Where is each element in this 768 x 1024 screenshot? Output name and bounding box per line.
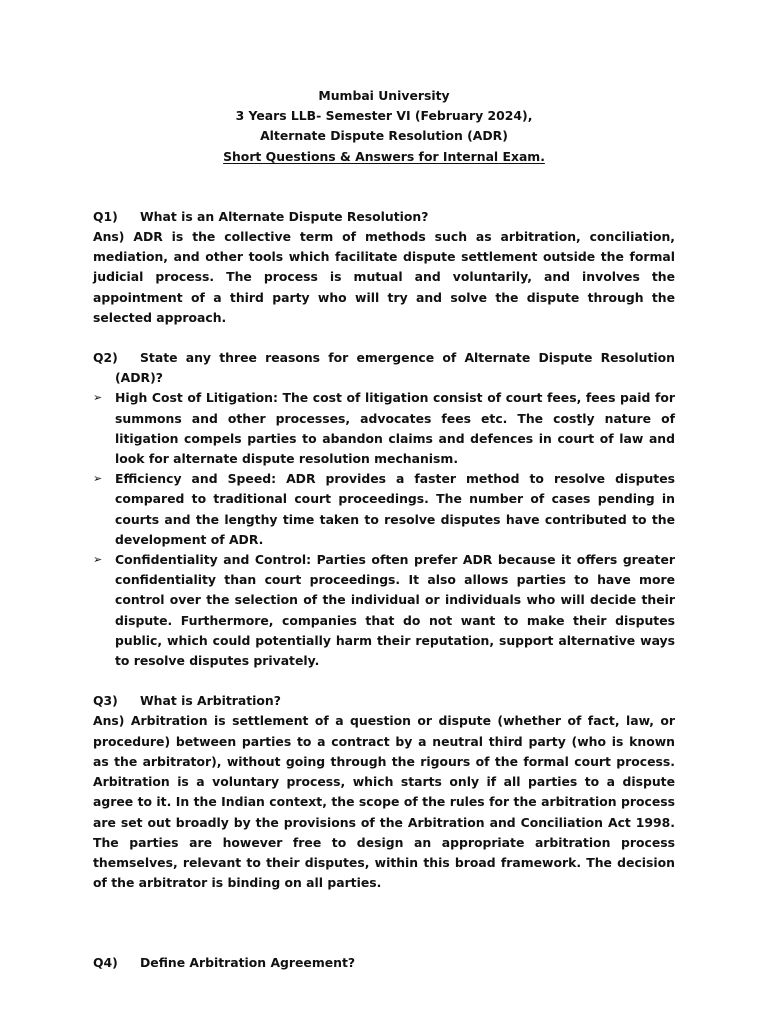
list-item-text: Confidentiality and Control: Parties often prefer ADR because it offers greater confidentiality than court proceedings. It also allows parties to have more control over the selection of the individual or individuals who will decide their dispute. Furthermore, companies that do not want to make their disputes public, which could potentially harm their reputation, support alternative ways to resolve disputes privately. xyxy=(115,552,675,669)
list-item xyxy=(93,550,675,671)
document-subtitle: Short Questions & Answers for Internal Exam. xyxy=(223,148,545,164)
list-item-text: Efficiency and Speed: ADR provides a faster method to resolve disputes compared to traditional court proceedings. The number of cases pending in courts and the lengthy time taken to resolve disputes have contributed to the development of ADR. xyxy=(115,471,675,547)
course-title: 3 Years LLB- Semester VI (February 2024), xyxy=(235,108,533,124)
list-item-text: High Cost of Litigation: The cost of litigation consist of court fees, fees paid for summons and other processes, advocates fees etc. The costly nature of litigation compels parties to abandon claims and defences in court of law and look for alternate dispute resolution mechanism. xyxy=(115,390,675,467)
question-3-number: Q3) xyxy=(93,693,118,709)
arrow-bullet-icon: ➢ xyxy=(93,391,103,405)
question-1 xyxy=(93,207,675,227)
question-2-number: Q2) xyxy=(93,350,118,366)
list-item xyxy=(93,388,675,469)
arrow-bullet-icon: ➢ xyxy=(93,553,103,567)
question-2-text: State any three reasons for emergence of Alternate Dispute Resolution (ADR)? xyxy=(115,350,675,386)
question-3 xyxy=(93,691,675,711)
subject-title: Alternate Dispute Resolution (ADR) xyxy=(260,128,508,144)
document-page xyxy=(93,86,675,974)
question-3-text: What is Arbitration? xyxy=(140,693,281,709)
university-title: Mumbai University xyxy=(318,88,450,103)
document-header xyxy=(93,86,675,167)
list-item xyxy=(93,469,675,550)
question-4 xyxy=(93,953,675,973)
reasons-list xyxy=(93,388,675,671)
answer-3: Ans) Arbitration is settlement of a question or dispute (whether of fact, law, or procedure) between parties to a contract by a neutral third party (who is known as the arbitrator), without going through the rigours of the formal court process. Arbitration is a voluntary process, which starts only if all parties to a dispute agree to it. In the Indian context, the scope of the rules for the arbitration process are set out broadly by the provisions of the Arbitration and Conciliation Act 1998. The parties are however free to design an appropriate arbitration process themselves, relevant to their disputes, within this broad framework. The decision of the arbitrator is binding on all parties. xyxy=(93,713,675,891)
question-1-text: What is an Alternate Dispute Resolution? xyxy=(140,208,429,224)
arrow-bullet-icon: ➢ xyxy=(93,472,103,486)
question-1-number: Q1) xyxy=(93,208,118,224)
question-4-number: Q4) xyxy=(93,955,118,971)
question-2 xyxy=(93,348,675,388)
question-4-text: Define Arbitration Agreement? xyxy=(140,955,356,971)
answer-1: Ans) ADR is the collective term of methods such as arbitration, conciliation, mediation, and other tools which facilitate dispute settlement outside the formal judicial process. The process is mutual and voluntarily, and involves the appointment of a third party who will try and solve the dispute through the selected approach. xyxy=(93,229,675,325)
